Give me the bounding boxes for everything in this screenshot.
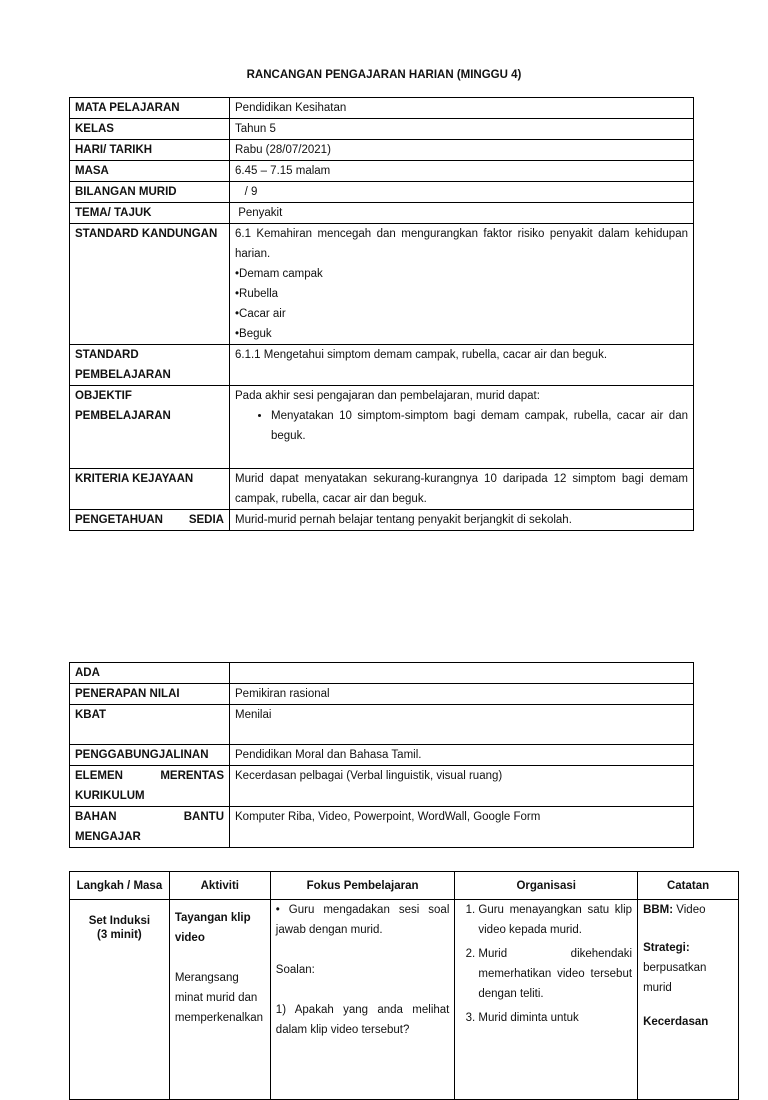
objektif-list [235,406,688,446]
label-word: PENGETAHUAN [75,514,163,526]
row-label [70,386,230,469]
row-label: ADA [70,663,230,684]
row-label [70,766,230,807]
label-word: BANTU [183,811,224,823]
row-label: MATA PELAJARAN [70,98,230,119]
strategi-label: Strategi: [643,942,690,954]
row-value [230,663,694,684]
row-value: Pemikiran rasional [230,684,694,705]
row-value: Penyakit [230,203,694,224]
row-value: Murid dapat menyatakan sekurang-kurangnya 10 daripada 12 simptom bagi demam campak, rubella, cacar air dan beguk. [230,469,694,510]
lesson-info-table [69,97,694,531]
standard-kandungan-intro: 6.1 Kemahiran mencegah dan mengurangkan faktor risiko penyakit dalam kehidupan harian. [235,228,688,260]
fokus-cell [270,900,455,1100]
fokus-text: Soalan: [275,964,315,976]
standard-kandungan-list [235,264,688,344]
row-value: Tahun 5 [230,119,694,140]
aktiviti-desc: Merangsang minat murid dan memperkenalkan [174,972,264,1024]
label-line: PEMBELAJARAN [75,410,171,422]
row-value: Kecerdasan pelbagai (Verbal linguistik, visual ruang) [230,766,694,807]
row-label [70,510,230,531]
table-row [70,161,694,182]
table-row [70,807,694,848]
table-row [70,386,694,469]
row-label: BILANGAN MURID [70,182,230,203]
row-value: 6.45 – 7.15 malam [230,161,694,182]
objektif-intro: Pada akhir sesi pengajaran dan pembelajaran, murid dapat: [235,390,540,402]
table-row [70,98,694,119]
label-line: PEMBELAJARAN [75,369,171,381]
row-value: Komputer Riba, Video, Powerpoint, WordWall, Google Form [230,807,694,848]
table-row [70,345,694,386]
kecerdasan-label: Kecerdasan [643,1016,709,1028]
table-row [70,684,694,705]
label-word: ELEMEN [75,770,123,782]
table-row [70,510,694,531]
table-row [70,469,694,510]
table-row [70,182,694,203]
table-row [70,663,694,684]
list-item: 1. Guru menayangkan satu klip video kepada murid. [478,900,632,940]
table-row [70,224,694,345]
list-item: 2. Murid dikehendaki memerhatikan video tersebut dengan teliti. [478,944,632,1004]
list-item: • Demam campak [235,264,688,284]
table-row [70,745,694,766]
aktiviti-title: Tayangan klip video [174,912,251,944]
row-value: Rabu (28/07/2021) [230,140,694,161]
row-label: STANDARD KANDUNGAN [70,224,230,345]
row-label: TEMA/ TAJUK [70,203,230,224]
langkah-cell [70,900,170,1100]
table-header-row [70,872,739,900]
table-row [70,203,694,224]
column-header: Catatan [638,872,739,900]
row-label: KRITERIA KEJAYAAN [70,469,230,510]
column-header: Fokus Pembelajaran [270,872,455,900]
row-value: Pendidikan Moral dan Bahasa Tamil. [230,745,694,766]
row-label [70,345,230,386]
aktiviti-cell [169,900,270,1100]
list-item: • Rubella [235,284,688,304]
label-line [75,766,224,786]
organisasi-cell [455,900,638,1100]
strategi-value: berpusatkan murid [643,962,707,994]
row-value: Pendidikan Kesihatan [230,98,694,119]
list-item: 3. Murid diminta untuk [478,1008,632,1028]
row-value [230,224,694,345]
lesson-steps-table [69,871,739,1100]
page-title: RANCANGAN PENGAJARAN HARIAN (MINGGU 4) [246,69,522,81]
row-value [230,386,694,469]
table-row [70,900,739,1100]
bbm-label: BBM: [643,904,674,916]
table-row [70,705,694,745]
list-item: • Cacar air [235,304,688,324]
table-row [70,766,694,807]
column-header: Aktiviti [169,872,270,900]
langkah-label: Set Induksi [88,915,151,927]
label-line: OBJEKTIF [75,390,132,402]
label-line: STANDARD [75,349,139,361]
table-row [70,140,694,161]
list-item: • Menyatakan 10 simptom-simptom bagi demam campak, rubella, cacar air dan beguk. [271,406,688,446]
row-label: MASA [70,161,230,182]
list-item: • Beguk [235,324,688,344]
row-value: / 9 [230,182,694,203]
label-word: MERENTAS [160,770,224,782]
column-header: Langkah / Masa [70,872,170,900]
masa-label: (3 minit) [97,929,142,941]
bbm-value: Video [673,904,706,916]
row-label [70,807,230,848]
fokus-text: 1) Apakah yang anda melihat dalam klip video tersebut? [275,1004,450,1036]
label-word: SEDIA [188,514,224,526]
row-value: 6.1.1 Mengetahui simptom demam campak, rubella, cacar air dan beguk. [230,345,694,386]
label-line: KURIKULUM [75,790,145,802]
row-label: PENERAPAN NILAI [70,684,230,705]
catatan-bbm [643,900,733,920]
row-label: HARI/ TARIKH [70,140,230,161]
row-value: Murid-murid pernah belajar tentang penyakit berjangkit di sekolah. [230,510,694,531]
label-line [75,510,224,530]
row-label: KBAT [70,705,230,745]
row-value: Menilai [230,705,694,745]
organisasi-list [460,900,632,1028]
row-label: PENGGABUNGJALINAN [70,745,230,766]
label-line: MENGAJAR [75,831,141,843]
table-row [70,119,694,140]
fokus-text: • Guru mengadakan sesi soal jawab dengan murid. [275,904,450,936]
lesson-extra-table [69,662,694,848]
row-label: KELAS [70,119,230,140]
label-word: BAHAN [75,811,117,823]
label-line [75,807,224,827]
catatan-cell [638,900,739,1100]
column-header: Organisasi [455,872,638,900]
